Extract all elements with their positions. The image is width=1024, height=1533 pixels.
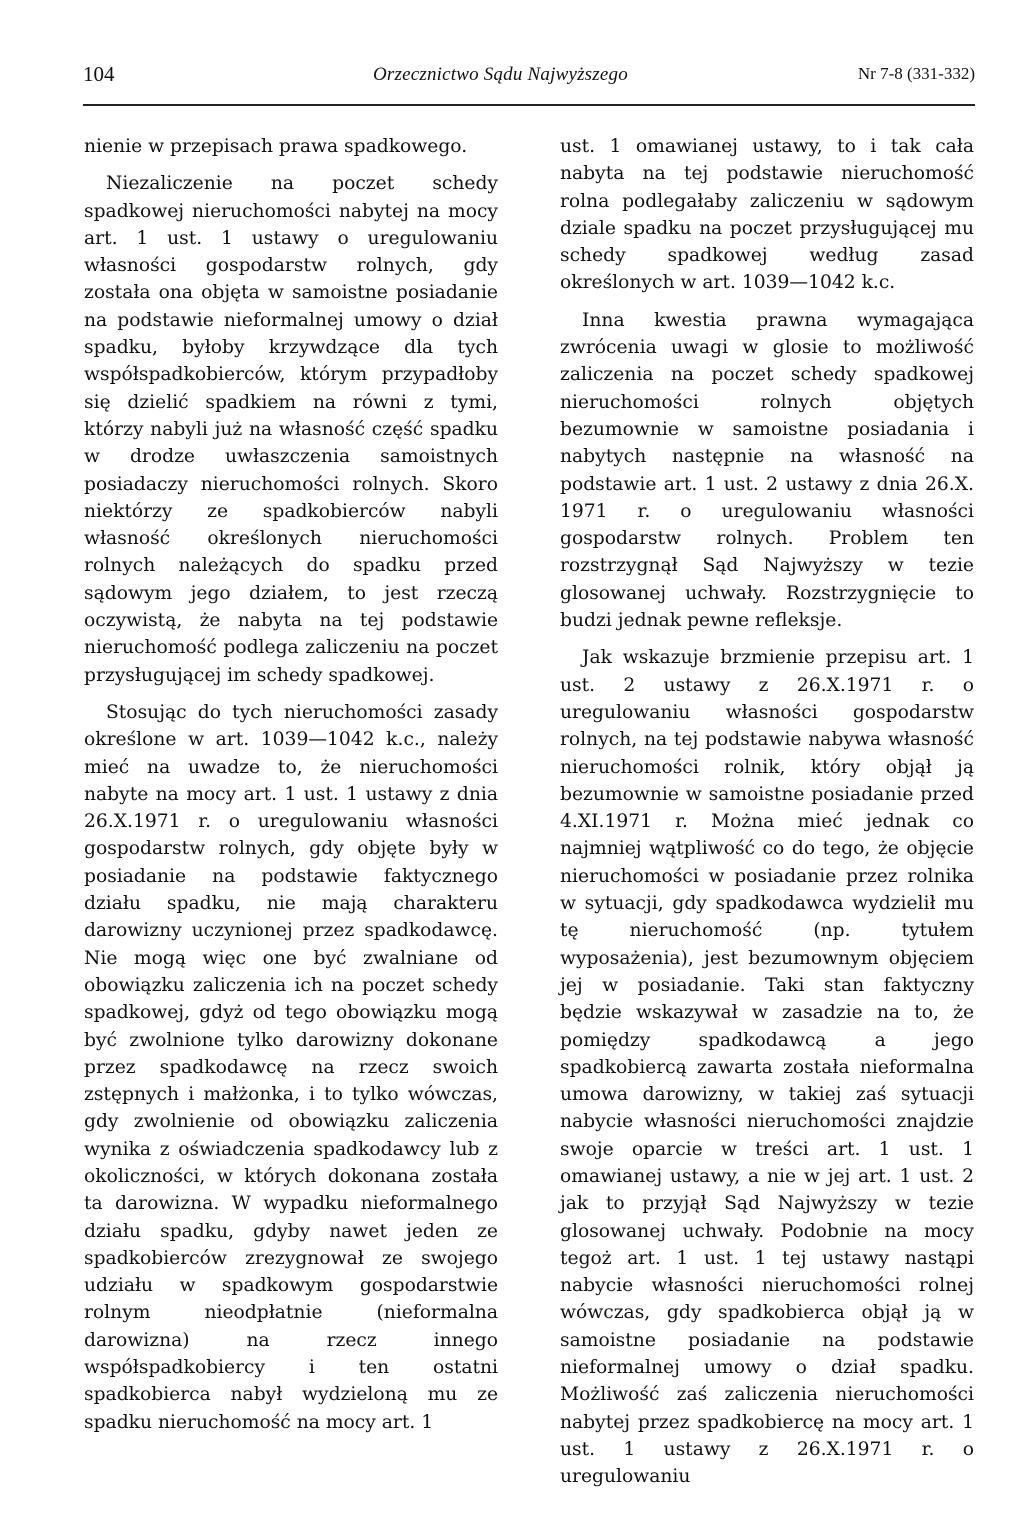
- right-column: [560, 133, 974, 1501]
- header-rule: [83, 104, 975, 106]
- paragraph: nienie w przepisach prawa spadkowego.: [84, 136, 468, 157]
- running-header: [83, 62, 975, 90]
- page-number: 104: [83, 62, 115, 86]
- issue-number: Nr 7-8 (331-332): [857, 64, 975, 83]
- paragraph: Niezaliczenie na poczet schedy spadkowej nieruchomości nabytej na mocy art. 1 ust. 1 ustawy o uregulowaniu własności gospodarstw rolnych, gdy została ona objęta w samoistne posiadanie na podstawie nieformalnej umowy o dział spadku, byłoby krzywdzące dla tych współspadkobierców, którym przypadłoby się dzielić spadkiem na równi z tymi, którzy nabyli już na własność część spadku w drodze uwłaszczenia samoistnych posiadaczy nieruchomości rolnych. Skoro niektórzy ze spadkobierców nabyli własność określonych nieruchomości rolnych należących do spadku przed sądowym jego działem, to jest rzeczą oczywistą, że nabyta na tej podstawie nieruchomość podlega zaliczeniu na poczet przysługującej im schedy spadkowej.: [84, 173, 498, 686]
- paragraph: ust. 1 omawianej ustawy, to i tak cała nabyta na tej podstawie nieruchomość rolna podlegałaby zaliczeniu w sądowym dziale spadku na poczet przysługującej mu schedy spadkowej według zasad określonych w art. 1039—1042 k.c.: [560, 136, 974, 294]
- paragraph: Jak wskazuje brzmienie przepisu art. 1 ust. 2 ustawy z 26.X.1971 r. o uregulowaniu własności gospodarstw rolnych, na tej podstawie nabywa własność nieruchomości rolnik, który objął ją bezumownie w samoistne posiadanie przed 4.XI.1971 r. Można mieć jednak co najmniej wątpliwość co do tego, że objęcie nieruchomości w posiadanie przez rolnika w sytuacji, gdy spadkodawca wydzielił mu tę nieruchomość (np. tytułem wyposażenia), jest bezumownym objęciem jej w posiadanie. Taki stan faktyczny będzie wskazywał w zasadzie na to, że pomiędzy spadkodawcą a jego spadkobiercą zawarta została nieformalna umowa darowizny, w takiej zaś sytuacji nabycie własności nieruchomości znajdzie swoje oparcie w treści art. 1 ust. 1 omawianej ustawy, a nie w jej art. 1 ust. 2 jak to przyjął Sąd Najwyższy w tezie glosowanej uchwały. Podobnie na mocy tegoż art. 1 ust. 1 tej ustawy nastąpi nabycie własności nieruchomości rolnej wówczas, gdy spadkobierca objął ją w samoistne posiadanie na podstawie nieformalnej umowy o dział spadku. Możliwość zaś zaliczenia nieruchomości nabytej przez spadkobiercę na mocy art. 1 ust. 1 ustawy z 26.X.1971 r. o uregulowaniu: [560, 647, 974, 1488]
- paragraph: Inna kwestia prawna wymagająca zwrócenia uwagi w glosie to możliwość zaliczenia na poczet schedy spadkowej nieruchomości rolnych objętych bezumownie w samoistne posiadania i nabytych następnie na własność na podstawie art. 1 ust. 2 ustawy z dnia 26.X. 1971 r. o uregulowaniu własności gospodarstw rolnych. Problem ten rozstrzygnął Sąd Najwyższy w tezie glosowanej uchwały. Rozstrzygnięcie to budzi jednak pewne refleksje.: [560, 309, 974, 632]
- left-column: [84, 133, 498, 1446]
- paragraph: Stosując do tych nieruchomości zasady określone w art. 1039—1042 k.c., należy mieć na uwadze to, że nieruchomości nabyte na mocy art. 1 ust. 1 ustawy z dnia 26.X.1971 r. o uregulowaniu własności gospodarstw rolnych, gdy objęte były w posiadanie na podstawie faktycznego działu spadku, nie mają charakteru darowizny uczynionej przez spadkodawcę. Nie mogą więc one być zwalniane od obowiązku zaliczenia ich na poczet schedy spadkowej, gdyż od tego obowiązku mogą być zwolnione tylko darowizny dokonane przez spadkodawcę na rzecz swoich zstępnych i małżonka, i to tylko wówczas, gdy zwolnienie od obowiązku zaliczenia wynika z oświadczenia spadkodawcy lub z okoliczności, w których dokonana została ta darowizna. W wypadku nieformalnego działu spadku, gdyby nawet jeden ze spadkobierców zrezygnował ze swojego udziału w spadkowym gospodarstwie rolnym nieodpłatnie (nieformalna darowizna) na rzecz innego współspadkobiercy i ten ostatni spadkobierca nabył wydzieloną mu ze spadku nieruchomość na mocy art. 1: [84, 701, 498, 1433]
- journal-title: Orzecznictwo Sądu Najwyższego: [373, 64, 628, 85]
